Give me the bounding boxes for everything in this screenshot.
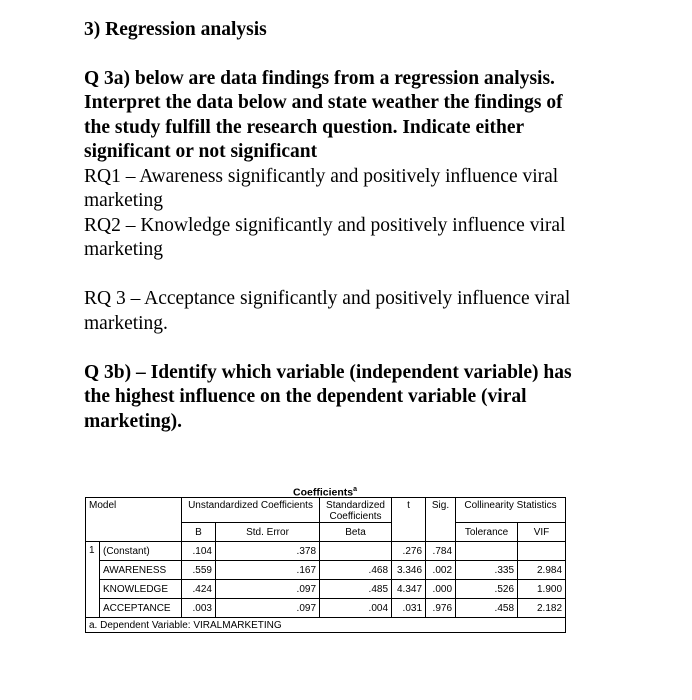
cell-beta: .485 (320, 580, 392, 599)
table-row (86, 599, 566, 618)
header-unstandardized: Unstandardized Coefficients (182, 498, 320, 523)
header-b: B (182, 523, 216, 542)
rq3-line-2: marketing. (84, 312, 168, 334)
cell-beta (320, 542, 392, 561)
row-name: AWARENESS (100, 561, 182, 580)
cell-vif: 2.182 (518, 599, 566, 618)
coefficients-table (85, 497, 566, 633)
cell-vif: 1.900 (518, 580, 566, 599)
table-footnote: a. Dependent Variable: VIRALMARKETING (86, 618, 566, 633)
document-body (84, 18, 644, 434)
table-row (86, 561, 566, 580)
coefficients-table-block (85, 481, 565, 633)
q3b-line-1: Q 3b) – Identify which variable (independent variable) has (84, 361, 572, 383)
section-heading: 3) Regression analysis (84, 19, 267, 40)
cell-sig: .976 (426, 599, 456, 618)
q3a-line-3: the study fulfill the research question. Indicate either (84, 116, 525, 138)
header-sig: Sig. (426, 498, 456, 542)
header-std-error: Std. Error (216, 523, 320, 542)
model-number: 1 (86, 542, 100, 618)
cell-tolerance: .335 (456, 561, 518, 580)
table-row (86, 580, 566, 599)
row-name: (Constant) (100, 542, 182, 561)
cell-beta: .004 (320, 599, 392, 618)
rq1-line-1: RQ1 – Awareness significantly and positively influence viral (84, 165, 559, 187)
cell-se: .097 (216, 599, 320, 618)
table-row (86, 542, 566, 561)
header-t: t (392, 498, 426, 542)
header-collinearity: Collinearity Statistics (456, 498, 566, 523)
header-tolerance: Tolerance (456, 523, 518, 542)
cell-vif: 2.984 (518, 561, 566, 580)
cell-beta: .468 (320, 561, 392, 580)
rq2-line-2: marketing (84, 239, 164, 260)
cell-se: .378 (216, 542, 320, 561)
row-name: ACCEPTANCE (100, 599, 182, 618)
q3b-line-2: the highest influence on the dependent variable (viral (84, 386, 527, 407)
rq3-line-1: RQ 3 – Acceptance significantly and positively influence viral (84, 288, 571, 309)
table-title: Coefficients$^a$ (293, 486, 357, 499)
header-vif: VIF (518, 523, 566, 542)
cell-b: .559 (182, 561, 216, 580)
cell-sig: .002 (426, 561, 456, 580)
header-model: Model (86, 498, 182, 542)
cell-se: .167 (216, 561, 320, 580)
cell-vif (518, 542, 566, 561)
cell-b: .424 (182, 580, 216, 599)
cell-tolerance (456, 542, 518, 561)
cell-tolerance: .526 (456, 580, 518, 599)
cell-b: .003 (182, 599, 216, 618)
cell-tolerance: .458 (456, 599, 518, 618)
q3a-line-1: Q 3a) below are data findings from a regression analysis. (84, 67, 555, 89)
q3a-line-4: significant or not significant (84, 141, 318, 162)
cell-t: 3.346 (392, 561, 426, 580)
rq1-line-2: marketing (84, 190, 164, 211)
header-beta: Beta (320, 523, 392, 542)
cell-se: .097 (216, 580, 320, 599)
row-name: KNOWLEDGE (100, 580, 182, 599)
cell-sig: .784 (426, 542, 456, 561)
cell-b: .104 (182, 542, 216, 561)
cell-sig: .000 (426, 580, 456, 599)
cell-t: .031 (392, 599, 426, 618)
rq2-line-1: RQ2 – Knowledge significantly and positively influence viral (84, 214, 566, 236)
cell-t: .276 (392, 542, 426, 561)
q3a-line-2: Interpret the data below and state weather the findings of (84, 92, 563, 113)
header-standardized: Standardized Coefficients (320, 498, 392, 523)
cell-t: 4.347 (392, 580, 426, 599)
q3b-line-3: marketing). (84, 410, 183, 432)
